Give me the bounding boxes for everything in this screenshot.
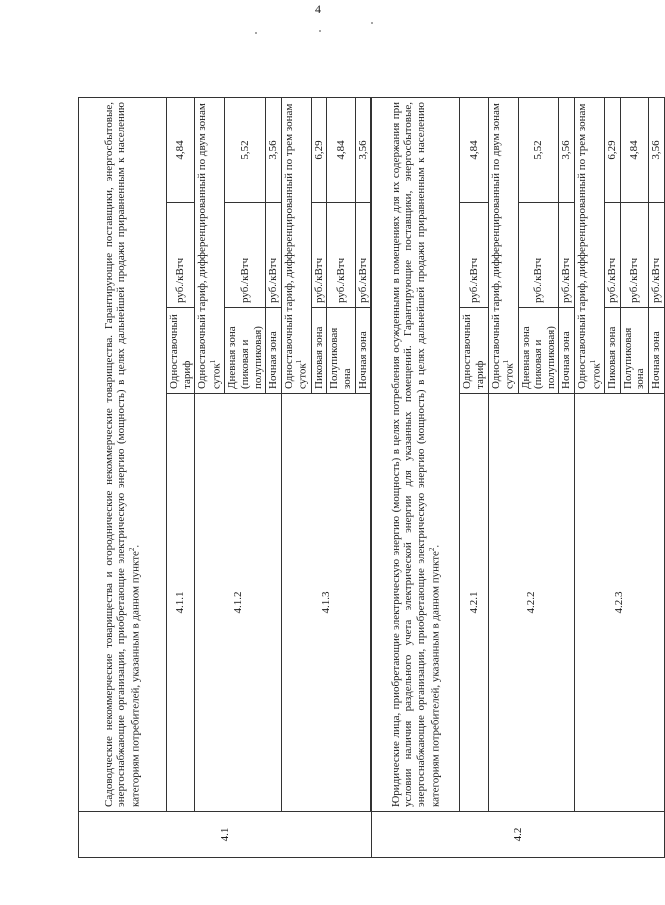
section-header-text: Садоводческие некоммерческие товарищества и огороднические некоммерческие товарищества. Гарантирующие поставщики, энергосбытовые, энергоснабжающие организации, приобретающие электрическую энергию (мощность) в целях дальнейшей продажи приравненным к населению категориям потребителей, указанным в данном пункте <box>102 101 142 807</box>
section-number: 4.2 <box>372 812 665 858</box>
subheader-text: Одноставочный тариф, дифференцированный по двум зонам суток <box>196 103 223 389</box>
row-unit: руб./кВтч <box>460 203 488 308</box>
row-number: 4.2.1 <box>460 394 488 812</box>
scan-speck <box>319 30 321 32</box>
subheader-text: Одноставочный тариф, дифференцированный по двум зонам суток <box>489 103 516 389</box>
row-label: Полупиковая зона <box>327 308 355 394</box>
row-number: 4.2.3 <box>575 394 665 812</box>
section-header-text: Юридические лица, приобретающие электрическую энергию (мощность) в целях потребления осужденными в помещениях для их содержания при условии наличия раздельного учета электрической энергии для указанных помещений. Гарантирующие поставщики, энергосбытовые, энергоснабжающие организации, приобретающие электрическую энергию (мощность) в целях дальнейшей продажи приравненным к населению категориям потребителей, указанным в данном пункте <box>389 101 442 807</box>
row-value-1: 4,84 <box>167 97 195 202</box>
section-header <box>79 97 167 811</box>
row-label: Полупиковая зона <box>620 308 648 394</box>
row-value-1: 3,56 <box>266 97 282 202</box>
subheader-row <box>575 97 605 393</box>
row-unit: руб./кВтч <box>648 203 664 308</box>
scan-speck <box>255 32 257 34</box>
row-unit: руб./кВтч <box>225 203 266 308</box>
row-number: 4.1.1 <box>167 394 195 812</box>
table-row <box>460 97 488 857</box>
row-value-1: 3,56 <box>648 97 664 202</box>
table-row <box>167 97 195 857</box>
footnote-mark: 2 <box>427 547 436 552</box>
row-value-1: 4,84 <box>620 97 648 202</box>
scan-speck <box>371 22 373 24</box>
footnote-mark: 1 <box>588 359 597 364</box>
table-row <box>575 97 605 857</box>
row-label: Дневная зона (пиковая и полупиковая) <box>225 308 266 394</box>
row-label: Пиковая зона <box>311 308 327 394</box>
subheader-row <box>195 97 225 393</box>
section-header-end: . <box>429 544 442 548</box>
row-unit: руб./кВтч <box>311 203 327 308</box>
table-row <box>488 97 518 857</box>
row-value-1: 6,29 <box>605 97 621 202</box>
footnote-mark: 1 <box>502 359 511 364</box>
row-unit: руб./кВтч <box>327 203 355 308</box>
spacer-row <box>664 97 665 857</box>
section-4-2-header-row <box>372 97 460 857</box>
section-header-end: . <box>129 544 142 548</box>
section-header <box>372 97 460 811</box>
row-value-1: 3,56 <box>559 97 575 202</box>
table-row <box>281 97 311 857</box>
row-value-1: 6,29 <box>311 97 327 202</box>
row-unit: руб./кВтч <box>559 203 575 308</box>
subheader-row <box>281 97 311 393</box>
row-label: Пиковая зона <box>605 308 621 394</box>
subheader-row <box>488 97 518 393</box>
row-value-1: 4,84 <box>327 97 355 202</box>
row-value-1: 5,52 <box>518 97 559 202</box>
row-value-1: 3,56 <box>355 97 371 202</box>
row-label: Одноставочный тариф <box>460 308 488 394</box>
page-number: 4 <box>315 2 321 16</box>
table-row <box>195 97 225 857</box>
row-label: Одноставочный тариф <box>167 308 195 394</box>
subheader-text: Одноставочный тариф, дифференцированный по трем зонам суток <box>282 103 310 389</box>
row-unit: руб./кВтч <box>620 203 648 308</box>
row-unit: руб./кВтч <box>355 203 371 308</box>
row-unit: руб./кВтч <box>266 203 282 308</box>
row-label: Ночная зона <box>648 308 664 394</box>
row-number: 4.1.3 <box>281 394 371 812</box>
row-number: 4.1.2 <box>195 394 282 812</box>
row-number: 4.2.2 <box>488 394 575 812</box>
row-unit: руб./кВтч <box>167 203 195 308</box>
row-value-1: 5,52 <box>225 97 266 202</box>
section-4-1-header-row <box>79 97 167 857</box>
section-number: 4.1 <box>79 812 372 858</box>
row-unit: руб./кВтч <box>605 203 621 308</box>
row-label: Дневная зона (пиковая и полупиковая) <box>518 308 559 394</box>
footnote-mark: 2 <box>127 547 136 552</box>
row-label: Ночная зона <box>559 308 575 394</box>
footnote-mark: 1 <box>208 359 217 364</box>
footnote-mark: 1 <box>295 359 304 364</box>
row-label: Ночная зона <box>266 308 282 394</box>
subheader-text: Одноставочный тариф, дифференцированный по трем зонам суток <box>576 103 603 389</box>
row-label: Ночная зона <box>355 308 371 394</box>
tariff-table <box>78 97 665 858</box>
row-value-1: 4,84 <box>460 97 488 202</box>
rotated-table-wrapper <box>78 98 662 858</box>
row-unit: руб./кВтч <box>518 203 559 308</box>
